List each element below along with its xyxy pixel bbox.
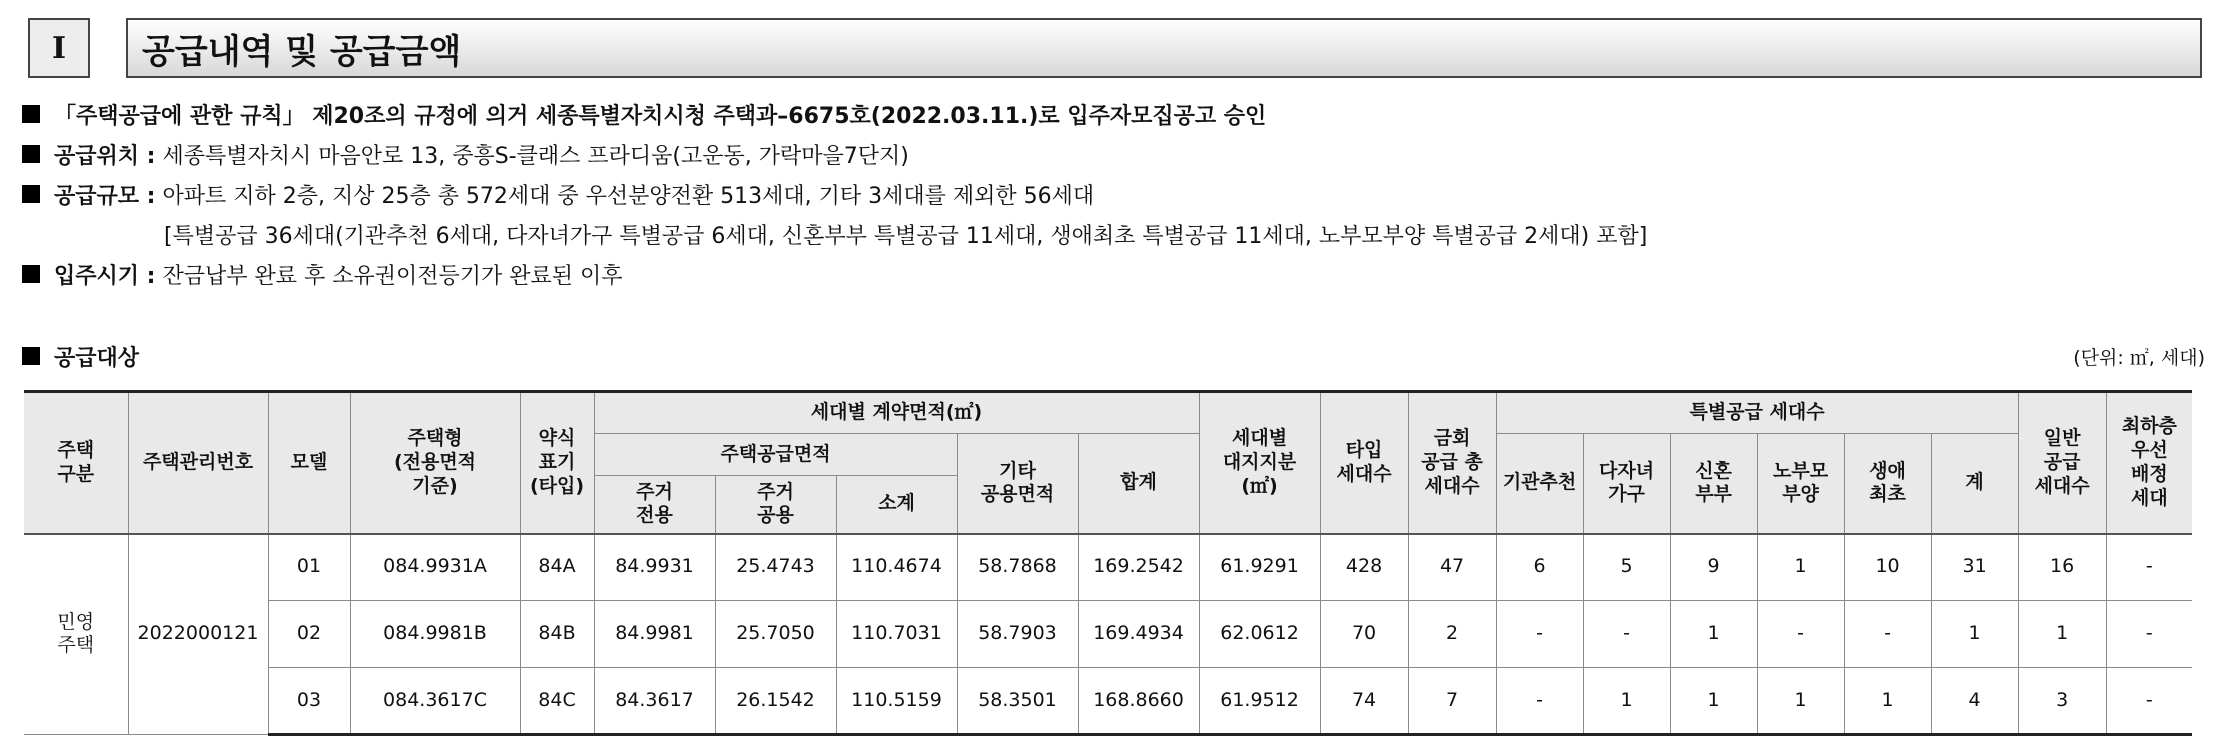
cell-common: 25.4743 [715,534,836,601]
cell-house-type: 084.9931A [350,534,520,601]
cell-house-type: 084.3617C [350,668,520,735]
section-number: I [28,18,90,78]
unit-note: (단위: ㎡, 세대) [2073,346,2205,369]
cell-multi: - [1583,601,1670,668]
cell-other: 58.7868 [957,534,1078,601]
header-general: 일반 공급 세대수 [2018,392,2106,534]
cell-multi: 1 [1583,668,1670,735]
notice-move-in: 입주시기 : 잔금납부 완료 후 소유권이전등기가 완료된 이후 [22,258,622,290]
header-agency: 기관추천 [1496,434,1583,534]
cell-subtotal: 110.5159 [836,668,957,735]
header-newlywed: 신혼 부부 [1670,434,1757,534]
header-total: 합계 [1078,434,1199,534]
notice-approval: 「주택공급에 관한 규칙」 제20조의 규정에 의거 세종특별자치시청 주택과–6675호(2022.03.11.)로 입주자모집공고 승인 [22,98,1266,130]
cell-model: 01 [268,534,350,601]
header-management-no: 주택관리번호 [128,392,268,534]
cell-subtotal: 110.4674 [836,534,957,601]
cell-model: 02 [268,601,350,668]
cell-agency: - [1496,601,1583,668]
cell-sum: 31 [1931,534,2018,601]
notice-location: 공급위치 : 세종특별자치시 마음안로 13, 중흥S-클래스 프라디움(고운동, 가락마을7단지) [22,138,909,170]
cell-short: 84A [520,534,594,601]
cell-total: 169.2542 [1078,534,1199,601]
header-house-type: 주택형 (전용면적 기준) [350,392,520,534]
table-row [24,668,2192,735]
cell-subtotal: 110.7031 [836,601,957,668]
cell-common: 25.7050 [715,601,836,668]
cell-agency: 6 [1496,534,1583,601]
cell-general: 16 [2018,534,2106,601]
header-other-common: 기타 공용면적 [957,434,1078,534]
group-label: 민영 주택 [24,534,128,735]
cell-sum: 4 [1931,668,2018,735]
cell-private: 84.9981 [594,601,715,668]
cell-house-type: 084.9981B [350,601,520,668]
cell-short: 84B [520,601,594,668]
cell-supply: 47 [1408,534,1496,601]
header-private: 주거 전용 [594,476,715,534]
header-first-time: 생애 최초 [1844,434,1931,534]
header-sum: 계 [1931,434,2018,534]
cell-elderly: - [1757,601,1844,668]
cell-type-units: 74 [1320,668,1408,735]
cell-other: 58.3501 [957,668,1078,735]
cell-total: 168.8660 [1078,668,1199,735]
management-number: 2022000121 [128,534,268,735]
cell-land: 61.9512 [1199,668,1320,735]
cell-lowest: - [2106,668,2192,735]
cell-newlywed: 9 [1670,534,1757,601]
header-special-supply: 특별공급 세대수 [1496,392,2018,434]
notice-scale-detail: [특별공급 36세대(기관추천 6세대, 다자녀가구 특별공급 6세대, 신혼부부 특별공급 11세대, 생애최초 특별공급 11세대, 노부모부양 특별공급 2세대) 포함] [164,223,1648,249]
cell-model: 03 [268,668,350,735]
supply-table [24,390,2192,736]
cell-private: 84.3617 [594,668,715,735]
header-contract-area: 세대별 계약면적(㎡) [594,392,1199,434]
cell-first: 1 [1844,668,1931,735]
cell-general: 1 [2018,601,2106,668]
cell-first: - [1844,601,1931,668]
cell-newlywed: 1 [1670,668,1757,735]
header-housing-type: 주택 구분 [24,392,128,534]
cell-lowest: - [2106,534,2192,601]
cell-other: 58.7903 [957,601,1078,668]
cell-sum: 1 [1931,601,2018,668]
header-supply-area: 주택공급면적 [594,434,957,476]
cell-elderly: 1 [1757,668,1844,735]
cell-agency: - [1496,668,1583,735]
cell-short: 84C [520,668,594,735]
supply-target-heading: 공급대상 [22,340,139,372]
cell-land: 62.0612 [1199,601,1320,668]
header-model: 모델 [268,392,350,534]
cell-total: 169.4934 [1078,601,1199,668]
cell-type-units: 70 [1320,601,1408,668]
square-bullet-icon [22,105,40,123]
header-type-units: 타입 세대수 [1320,392,1408,534]
header-elderly: 노부모 부양 [1757,434,1844,534]
table-row [24,601,2192,668]
header-lowest-floor: 최하층 우선 배정 세대 [2106,392,2192,534]
cell-multi: 5 [1583,534,1670,601]
cell-supply: 7 [1408,668,1496,735]
cell-land: 61.9291 [1199,534,1320,601]
cell-first: 10 [1844,534,1931,601]
header-short-type: 약식 표기 (타입) [520,392,594,534]
table-row [24,534,2192,601]
section-title: 공급내역 및 공급금액 [126,18,2202,78]
cell-elderly: 1 [1757,534,1844,601]
header-multi-child: 다자녀 가구 [1583,434,1670,534]
cell-type-units: 428 [1320,534,1408,601]
square-bullet-icon [22,145,40,163]
header-subtotal: 소계 [836,476,957,534]
cell-general: 3 [2018,668,2106,735]
notice-scale: 공급규모 : 아파트 지하 2층, 지상 25층 총 572세대 중 우선분양전환 513세대, 기타 3세대를 제외한 56세대 [22,178,1094,210]
header-land-share: 세대별 대지지분 (㎡) [1199,392,1320,534]
square-bullet-icon [22,347,40,365]
square-bullet-icon [22,265,40,283]
cell-private: 84.9931 [594,534,715,601]
square-bullet-icon [22,185,40,203]
cell-common: 26.1542 [715,668,836,735]
cell-supply: 2 [1408,601,1496,668]
header-this-supply: 금회 공급 총 세대수 [1408,392,1496,534]
cell-newlywed: 1 [1670,601,1757,668]
cell-lowest: - [2106,601,2192,668]
header-common: 주거 공용 [715,476,836,534]
